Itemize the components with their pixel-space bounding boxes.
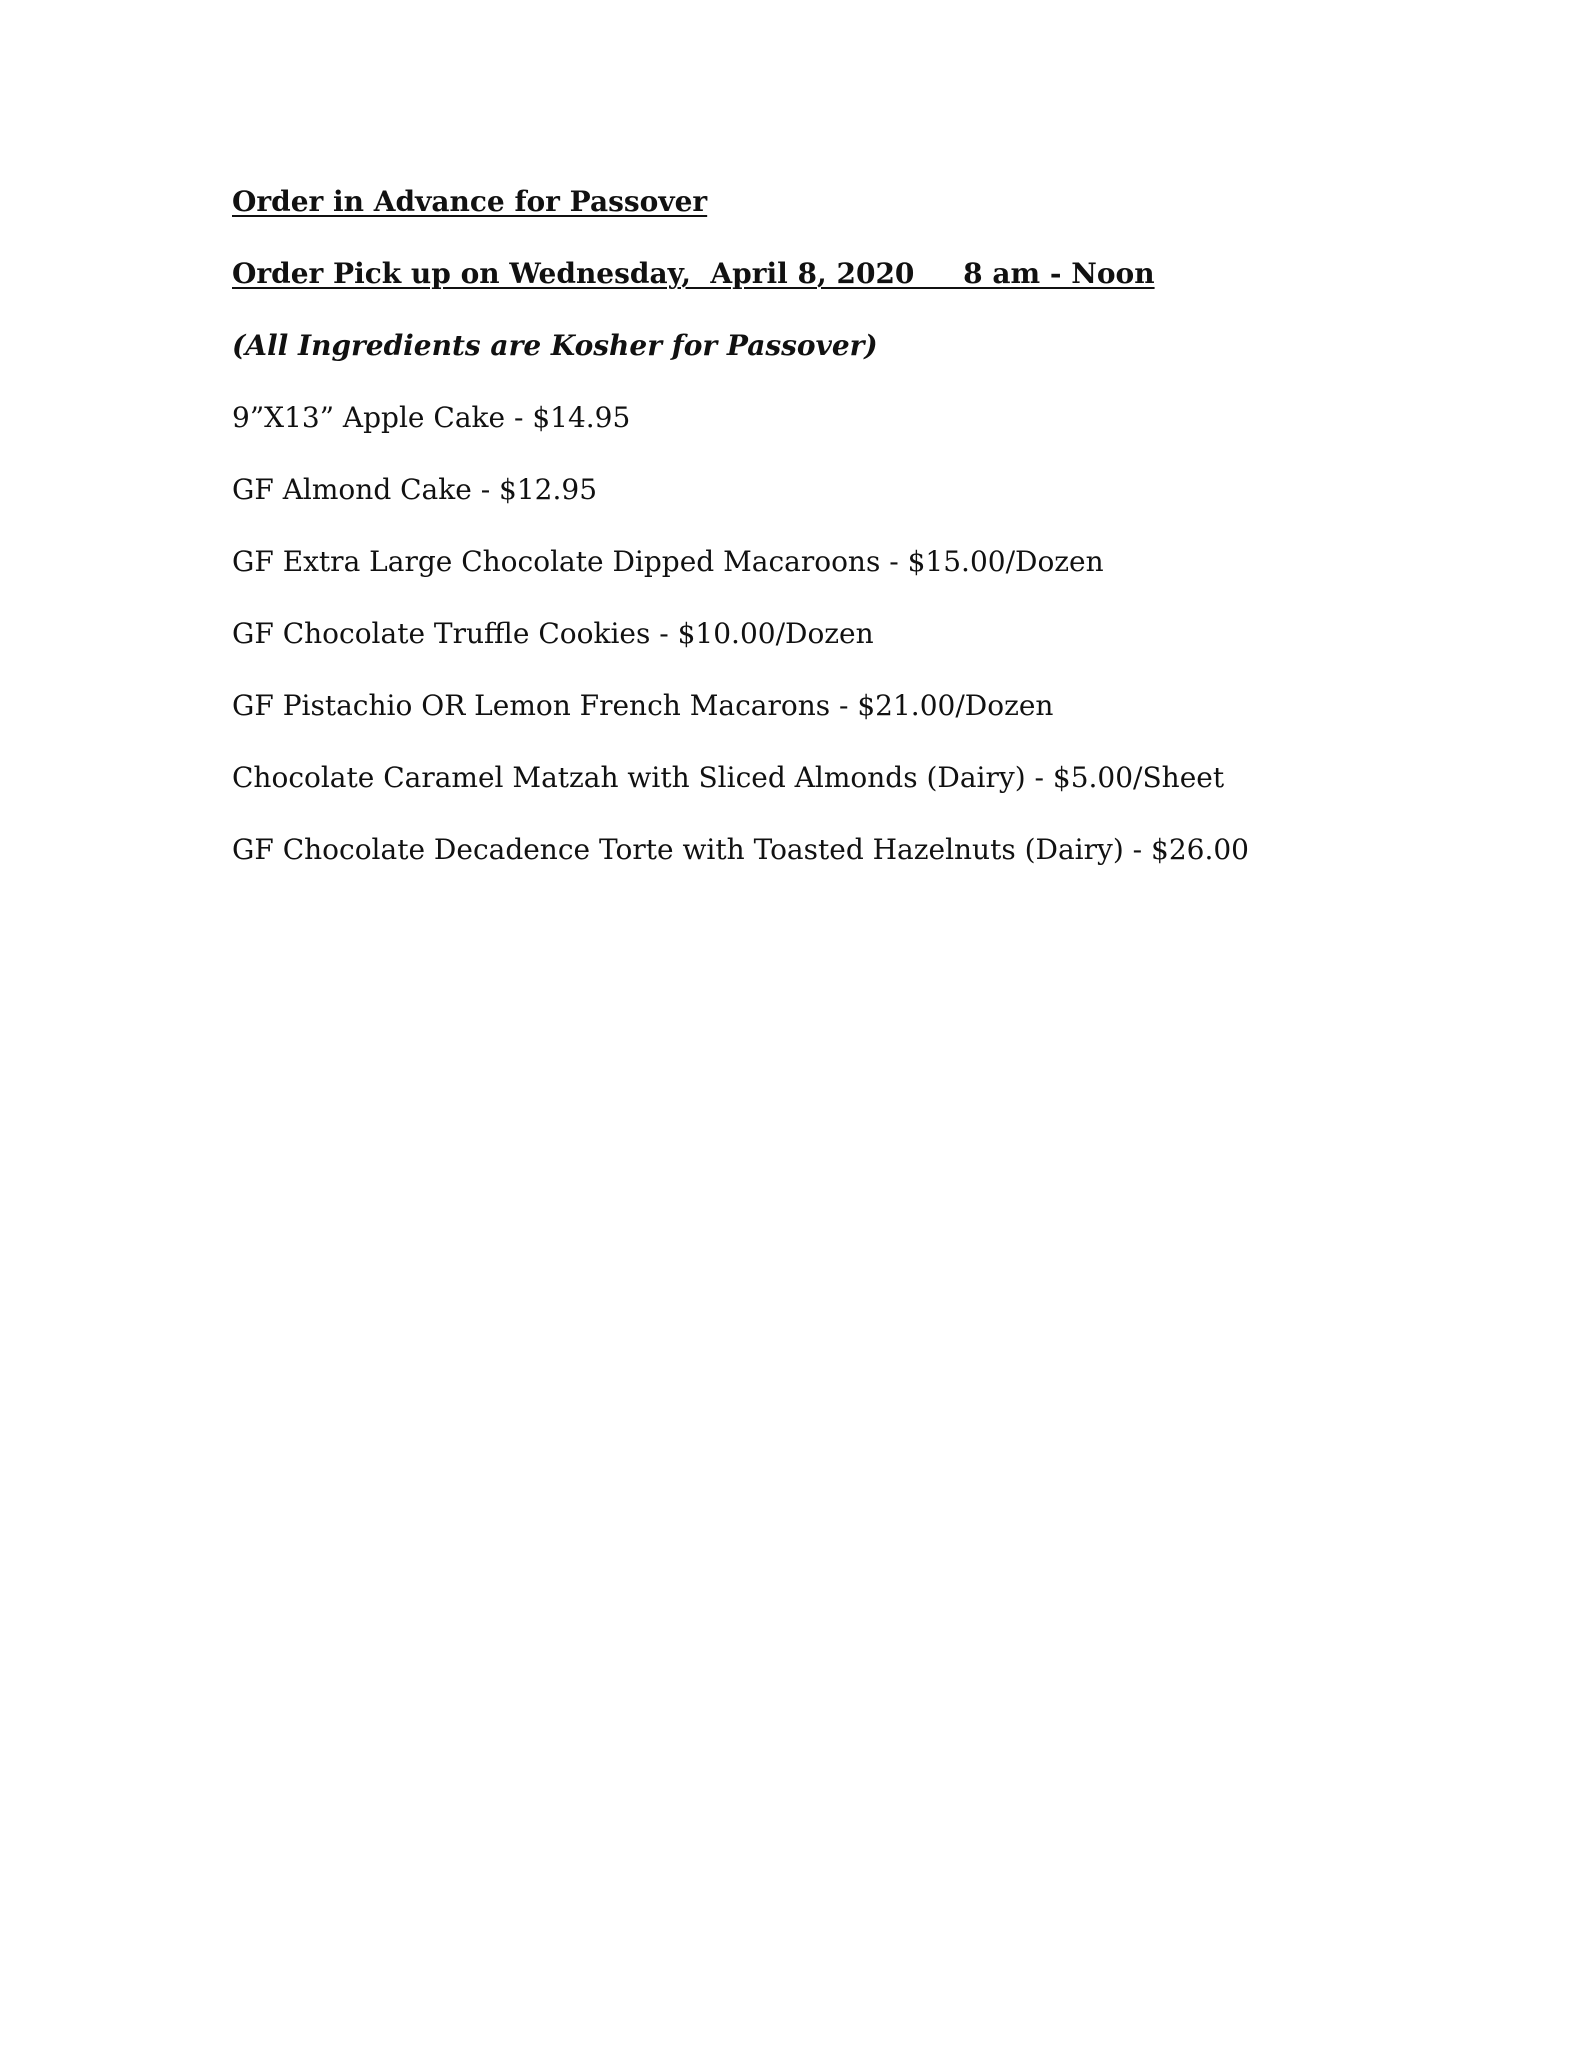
document-title: Order in Advance for Passover: [232, 185, 708, 218]
kosher-note: (All Ingredients are Kosher for Passover): [232, 329, 878, 362]
menu-item-decadence-torte: GF Chocolate Decadence Torte with Toasted Hazelnuts (Dairy) - $26.00: [232, 833, 1249, 866]
menu-item-apple-cake: 9”X13” Apple Cake - $14.95: [232, 401, 631, 434]
document-content: [232, 184, 1432, 904]
menu-item-french-macarons: GF Pistachio OR Lemon French Macarons - $21.00/Dozen: [232, 689, 1054, 722]
menu-item-truffle-cookies: GF Chocolate Truffle Cookies - $10.00/Dozen: [232, 617, 874, 650]
menu-item-macaroons: GF Extra Large Chocolate Dipped Macaroons - $15.00/Dozen: [232, 545, 1104, 578]
pickup-info: Order Pick up on Wednesday, April 8, 2020 8 am - Noon: [232, 257, 1155, 290]
menu-item-almond-cake: GF Almond Cake - $12.95: [232, 473, 598, 506]
menu-item-caramel-matzah: Chocolate Caramel Matzah with Sliced Almonds (Dairy) - $5.00/Sheet: [232, 761, 1225, 794]
